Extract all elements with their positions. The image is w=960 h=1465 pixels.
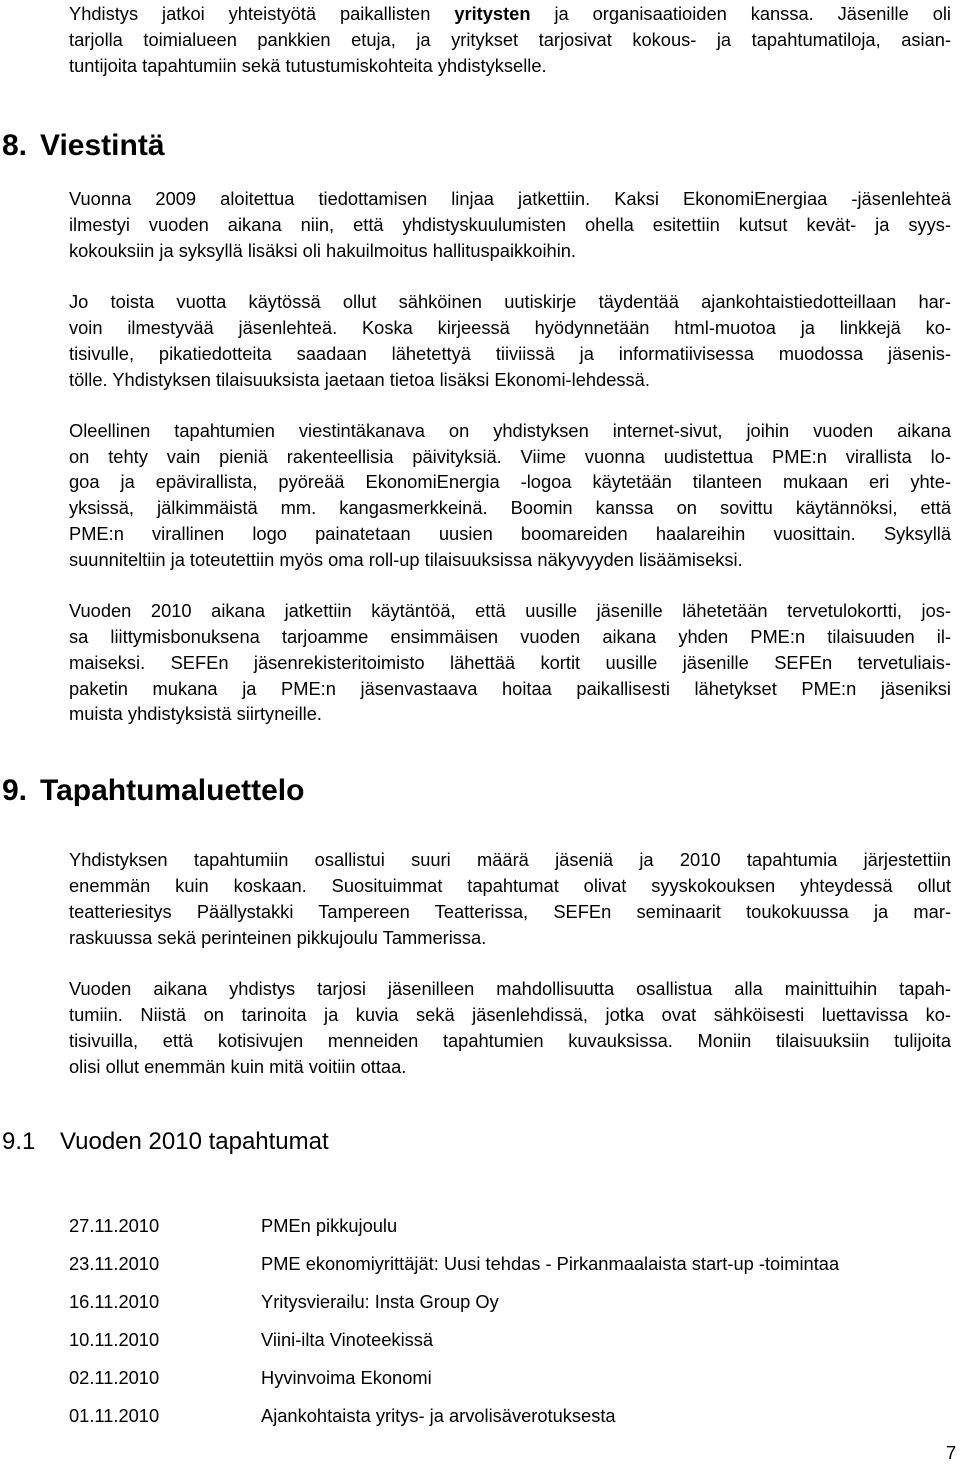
intro-line-1	[69, 2, 951, 26]
intro-text: ja organisaatioiden kanssa. Jäsenille oli	[530, 3, 951, 24]
section-8-number: 8.	[2, 129, 28, 162]
s8-p3-line: Oleellinen tapahtumien viestintäkanava on yhdistyksen internet-sivut, joihin vuoden aikana	[69, 420, 951, 441]
section-9-1-heading	[2, 1127, 329, 1157]
event-name: PME ekonomiyrittäjät: Uusi tehdas - Pirkanmaalaista start-up -toimintaa	[261, 1253, 840, 1274]
page-number: 7	[946, 1442, 957, 1463]
section-9-number: 9.	[2, 774, 28, 807]
event-date: 27.11.2010	[69, 1215, 160, 1236]
s8-p2-line: voin ilmestyvää jäsenlehteä. Koska kirjeessä hyödynnetään html-muotoa ja linkkejä ko-	[69, 317, 951, 338]
event-name: Yritysvierailu: Insta Group Oy	[261, 1291, 499, 1312]
s8-p4-line: maiseksi. SEFEn jäsenrekisteritoimisto lähettää kortit uusille jäsenille SEFEn tervetuliais-	[69, 652, 951, 673]
s8-p3-line: suunniteltiin ja toteutettiin myös oma roll-up tilaisuuksissa näkyvyyden lisäämiseksi.	[69, 549, 743, 570]
intro-line-3: tuntijoita tapahtumiin sekä tutustumiskohteita yhdistykselle.	[69, 55, 547, 76]
s8-p3-line: yksissä, jälkimmäistä mm. kangasmerkkeinä. Boomin kanssa on sovittu käytännöksi, että	[69, 497, 951, 518]
s8-p1-line: Vuonna 2009 aloitettua tiedottamisen linjaa jatkettiin. Kaksi EkonomiEnergiaa -jäsenlehteä	[69, 188, 951, 209]
s9-p1-line: Yhdistyksen tapahtumiin osallistui suuri määrä jäseniä ja 2010 tapahtumia järjestettiin	[69, 849, 951, 870]
section-9-1-number: 9.1	[2, 1128, 36, 1155]
s8-p2-line: tölle. Yhdistyksen tilaisuuksista jaetaan tietoa lisäksi Ekonomi-lehdessä.	[69, 369, 650, 390]
intro-bold-word: yritysten	[454, 3, 531, 24]
event-date: 01.11.2010	[69, 1405, 160, 1426]
s8-p3-line: on tehty vain pieniä rakenteellisia päivityksiä. Viime vuonna uudistettua PME:n virallista lo-	[69, 446, 951, 467]
section-8-title: Viestintä	[40, 129, 165, 162]
s9-p2-line: tisivuilla, että kotisivujen menneiden tapahtumien kuvauksissa. Moniin tilaisuuksiin tulijoita	[69, 1030, 951, 1051]
section-9-1-title: Vuoden 2010 tapahtumat	[60, 1128, 329, 1155]
s8-p1-line: kokouksiin ja syksyllä lisäksi oli hakuilmoitus hallituspaikkoihin.	[69, 240, 577, 261]
s8-p4-line: Vuoden 2010 aikana jatkettiin käytäntöä, että uusille jäsenille lähetetään tervetulokortti, jos-	[69, 600, 951, 621]
s8-p2-line: Jo toista vuotta käytössä ollut sähköinen uutiskirje täydentää ajankohtaistiedotteillaan har-	[69, 291, 951, 312]
s8-p4-line: muista yhdistyksistä siirtyneille.	[69, 703, 322, 724]
s9-p2-line: Vuoden aikana yhdistys tarjosi jäsenilleen mahdollisuutta osallistua alla mainittuihin tapah-	[69, 978, 951, 999]
event-date: 16.11.2010	[69, 1291, 160, 1312]
s8-p1-line: ilmestyi vuoden aikana niin, että yhdistyskuulumisten ohella esitettiin kutsut kevät- ja syys-	[69, 214, 951, 235]
event-name: PMEn pikkujoulu	[261, 1215, 398, 1236]
event-name: Viini-ilta Vinoteekissä	[261, 1329, 434, 1350]
event-date: 02.11.2010	[69, 1367, 160, 1388]
s9-p1-line: raskuussa sekä perinteinen pikkujoulu Tammerissa.	[69, 927, 487, 948]
event-date: 23.11.2010	[69, 1253, 160, 1274]
s8-p2-line: tisivulle, pikatiedotteita saadaan lähetettyä tiiviissä ja informatiivisessa muodossa jäsenis-	[69, 343, 951, 364]
intro-line-2: tarjolla toimialueen pankkien etuja, ja yritykset tarjosivat kokous- ja tapahtumatiloja, asian-	[69, 29, 951, 50]
event-name: Hyvinvoima Ekonomi	[261, 1367, 432, 1388]
s9-p2-line: olisi ollut enemmän kuin mitä voitiin ottaa.	[69, 1056, 407, 1077]
section-8-heading	[2, 128, 165, 164]
section-9-title: Tapahtumaluettelo	[40, 774, 305, 807]
s8-p3-line: PME:n virallinen logo painatetaan uusien boomareiden haalareihin vuosittain. Syksyllä	[69, 523, 951, 544]
s9-p1-line: enemmän kuin koskaan. Suosituimmat tapahtumat olivat syyskokouksen yhteydessä ollut	[69, 875, 951, 896]
s9-p1-line: teatteriesitys Päällystakki Tampereen Teatterissa, SEFEn seminaarit toukokuussa ja mar-	[69, 901, 951, 922]
s8-p3-line: goa ja epävirallista, pyöreää EkonomiEnergia -logoa käytetään tilanteen mukaan eri yhte-	[69, 471, 951, 492]
section-9-heading	[2, 773, 304, 809]
event-name: Ajankohtaista yritys- ja arvolisäverotuksesta	[261, 1405, 616, 1426]
s8-p4-line: paketin mukana ja PME:n jäsenvastaava hoitaa paikallisesti lähetykset PME:n jäseniksi	[69, 678, 951, 699]
s9-p2-line: tumiin. Niistä on tarinoita ja kuvia sekä jäsenlehdissä, jotka ovat sähköisesti luettavissa ko-	[69, 1004, 951, 1025]
event-date: 10.11.2010	[69, 1329, 160, 1350]
s8-p4-line: sa liittymisbonuksena tarjoamme ensimmäisen vuoden aikana yhden PME:n tilaisuuden il-	[69, 626, 951, 647]
intro-text: Yhdistys jatkoi yhteistyötä paikallisten	[69, 3, 455, 24]
